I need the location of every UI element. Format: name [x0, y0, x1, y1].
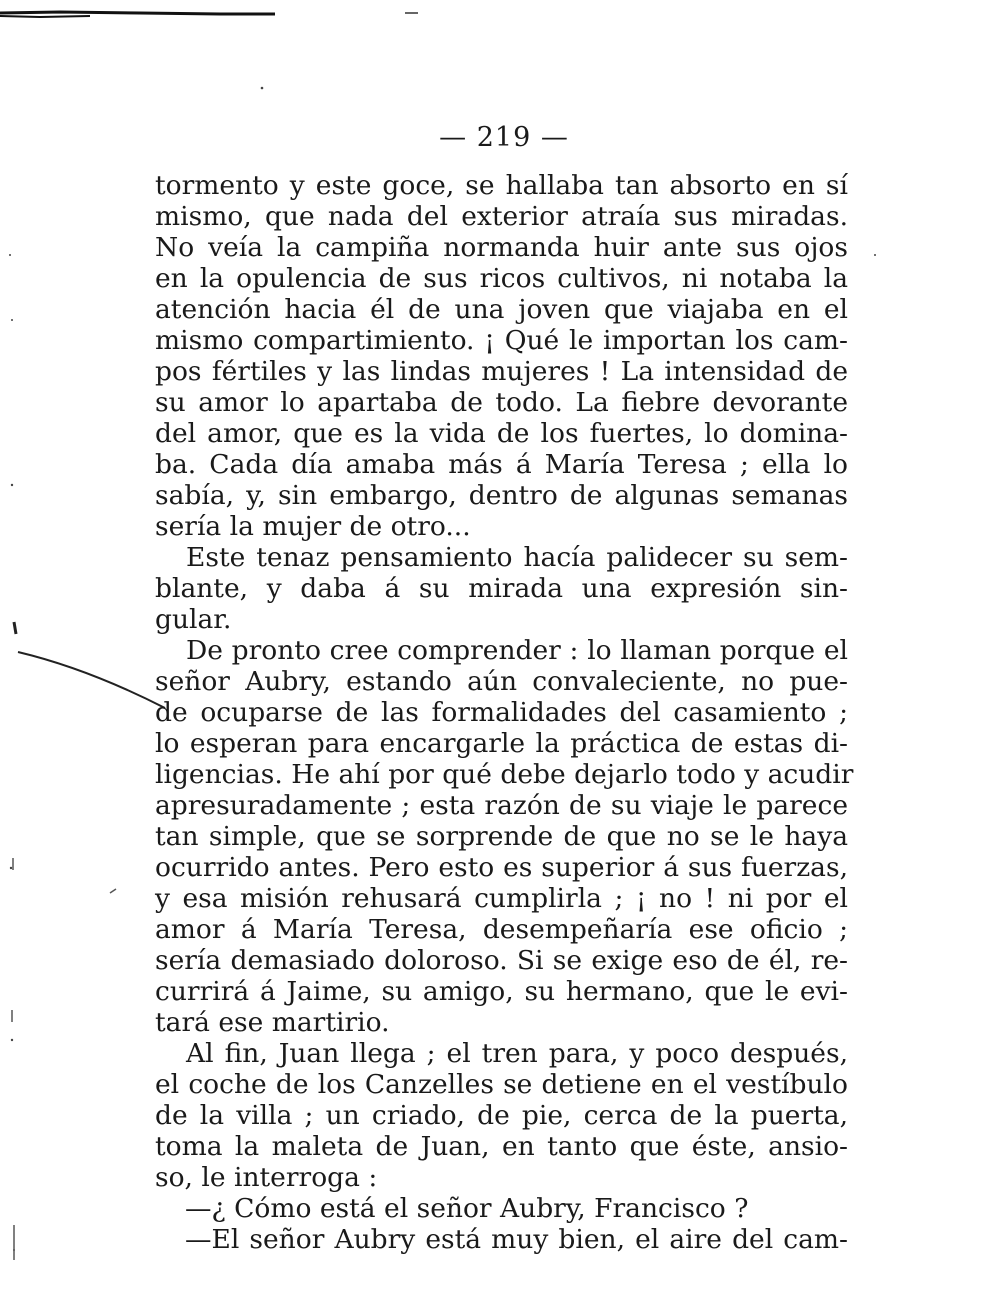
text-line: señor Aubry, estando aún convaleciente, no pue- [155, 666, 848, 697]
text-line: atención hacia él de una joven que viajaba en el [155, 294, 848, 325]
text-line: toma la maleta de Juan, en tanto que éste, ansio- [155, 1131, 848, 1162]
page-number [0, 122, 1000, 153]
dialogue-line: —El señor Aubry está muy bien, el aire del cam- [185, 1224, 848, 1255]
text-line: el coche de los Canzelles se detiene en el vestíbulo [155, 1069, 848, 1100]
margin-pen-stroke [14, 622, 165, 708]
text-line: lo esperan para encargarle la práctica de estas di- [155, 728, 848, 759]
paragraph-start-line: De pronto cree comprender : lo llaman porque el [186, 635, 848, 666]
text-line: su amor lo apartaba de todo. La fiebre devorante [155, 387, 848, 418]
paragraph-start-line: Este tenaz pensamiento hacía palidecer su sem- [186, 542, 848, 573]
text-line: gular. [155, 604, 232, 635]
margin-ticks [12, 858, 116, 1260]
text-line: tará ese martirio. [155, 1007, 390, 1038]
page-number-text: — 219 — [439, 122, 569, 153]
text-line: apresuradamente ; esta razón de su viaje le parece [155, 790, 848, 821]
text-line: sería demasiado doloroso. Si se exige eso de él, re- [155, 945, 848, 976]
text-line: del amor, que es la vida de los fuertes, lo domina- [155, 418, 848, 449]
text-line: ba. Cada día amaba más á María Teresa ; ella lo [155, 449, 848, 480]
text-line: ligencias. He ahí por qué debe dejarlo todo y acudir [155, 759, 854, 790]
text-line: sabía, y, sin embargo, dentro de algunas semanas [155, 480, 848, 511]
text-line: tan simple, que se sorprende de que no se le haya [155, 821, 848, 852]
top-edge-rule [0, 12, 418, 17]
text-line: pos fértiles y las lindas mujeres ! La intensidad de [155, 356, 848, 387]
text-line: blante, y daba á su mirada una expresión sin- [155, 573, 848, 604]
text-line: ocurrido antes. Pero esto es superior á sus fuerzas, [155, 852, 848, 883]
text-line: de ocuparse de las formalidades del casamiento ; [155, 697, 848, 728]
text-line: No veía la campiña normanda huir ante sus ojos [155, 232, 848, 263]
text-line: sería la mujer de otro... [155, 511, 471, 542]
text-line: tormento y este goce, se hallaba tan absorto en sí [155, 170, 848, 201]
text-line: so, le interroga : [155, 1162, 378, 1193]
text-line: en la opulencia de sus ricos cultivos, ni notaba la [155, 263, 848, 294]
dialogue-line: —¿ Cómo está el señor Aubry, Francisco ? [185, 1193, 749, 1224]
paragraph-start-line: Al fin, Juan llega ; el tren para, y poco después, [186, 1038, 848, 1069]
text-line: amor á María Teresa, desempeñaría ese oficio ; [155, 914, 848, 945]
body-text [155, 170, 854, 1255]
text-line: y esa misión rehusará cumplirla ; ¡ no ! ni por el [155, 883, 848, 914]
text-line: mismo, que nada del exterior atraía sus miradas. [155, 201, 848, 232]
text-line: mismo compartimiento. ¡ Qué le importan los cam- [155, 325, 848, 356]
text-line: currirá á Jaime, su amigo, su hermano, que le evi- [155, 976, 848, 1007]
text-line: de la villa ; un criado, de pie, cerca de la puerta, [155, 1100, 848, 1131]
